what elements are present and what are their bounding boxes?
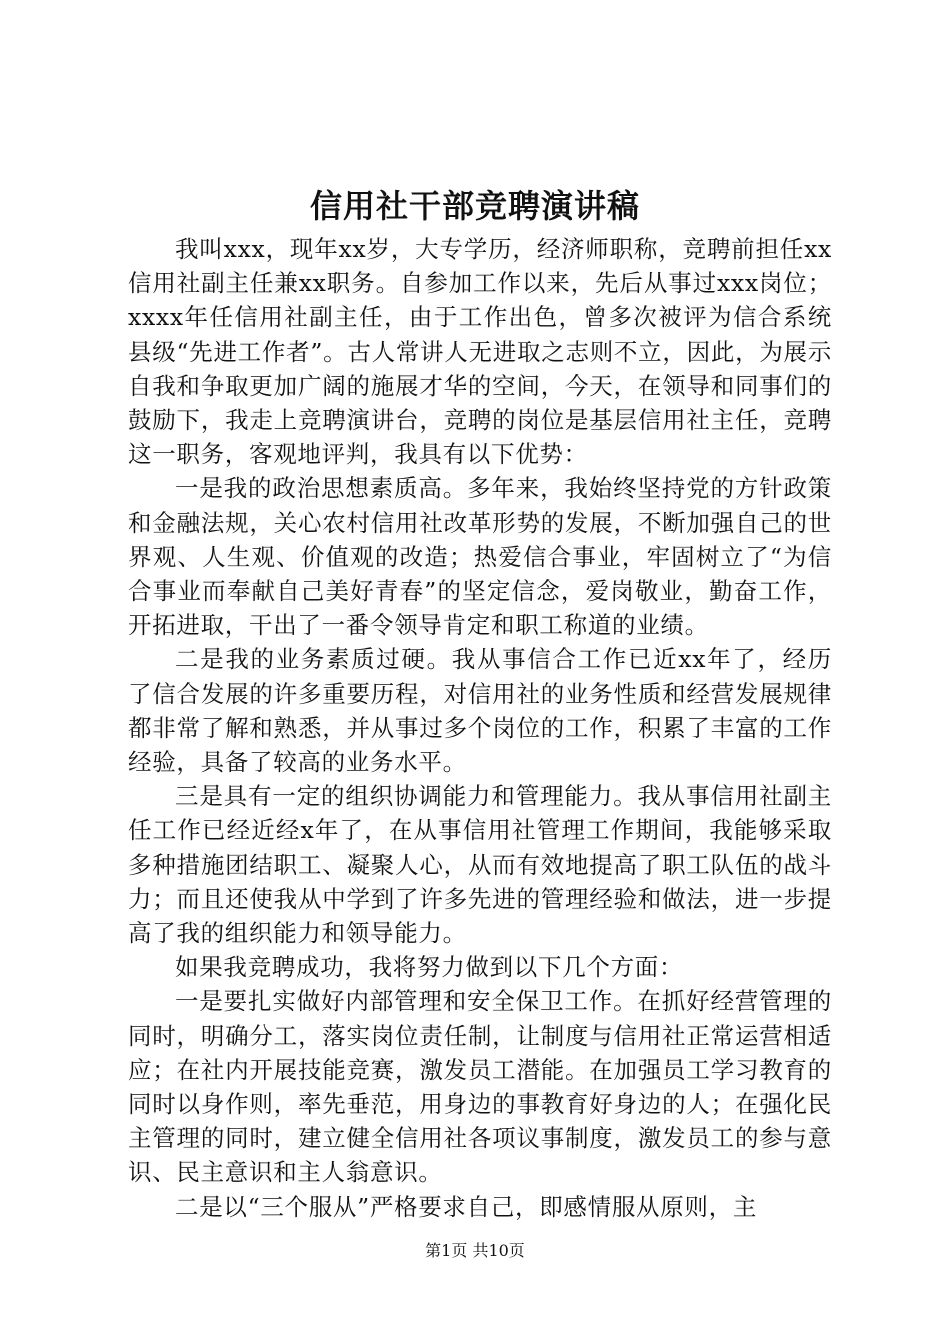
page-footer: 第1页 共10页	[425, 1241, 525, 1260]
document-body	[128, 232, 832, 1224]
paragraph-intro: 我叫xxx，现年xx岁，大专学历，经济师职称，竞聘前担任xx信用社副主任兼xx职务。自参加工作以来，先后从事过xxx岗位；xxxx年任信用社副主任，由于工作出色，曾多次被评为信合系统县级“先进工作者”。古人常讲人无进取之志则不立，因此，为展示自我和争取更加广阔的施展才华的空间，今天，在领导和同事们的鼓励下，我走上竞聘演讲台，竞聘的岗位是基层信用社主任，竞聘这一职务，客观地评判，我具有以下优势：	[128, 235, 832, 469]
paragraph-plan-intro: 如果我竞聘成功，我将努力做到以下几个方面：	[175, 953, 684, 982]
document-title: 信用社干部竞聘演讲稿	[309, 187, 640, 225]
paragraph-advantage-1: 一是我的政治思想素质高。多年来，我始终坚持党的方针政策和金融法规，关心农村信用社改革形势的发展，不断加强自己的世界观、人生观、价值观的改造；热爱信合事业，牢固树立了“为信合事业而奉献自己美好青春”的坚定信念，爱岗敬业，勤奋工作，开拓进取，干出了一番令领导肯定和职工称道的业绩。	[128, 474, 832, 640]
paragraph-advantage-2: 二是我的业务素质过硬。我从事信合工作已近xx年了，经历了信合发展的许多重要历程，对信用社的业务性质和经营发展规律都非常了解和熟悉，并从事过多个岗位的工作，积累了丰富的工作经验，具备了较高的业务水平。	[128, 645, 832, 777]
paragraph-plan-1: 一是要扎实做好内部管理和安全保卫工作。在抓好经营管理的同时，明确分工，落实岗位责任制，让制度与信用社正常运营相适应；在社内开展技能竞赛，激发员工潜能。在加强员工学习教育的同时以身作则，率先垂范，用身边的事教育好身边的人；在强化民主管理的同时，建立健全信用社各项议事制度，激发员工的参与意识、民主意识和主人翁意识。	[128, 987, 832, 1187]
paragraph-plan-2: 二是以“三个服从”严格要求自己，即感情服从原则，主	[175, 1192, 758, 1221]
paragraph-advantage-3: 三是具有一定的组织协调能力和管理能力。我从事信用社副主任工作已经近经x年了，在从事信用社管理工作期间，我能够采取多种措施团结职工、凝聚人心，从而有效地提高了职工队伍的战斗力；而且还使我从中学到了许多先进的管理经验和做法，进一步提高了我的组织能力和领导能力。	[128, 782, 832, 948]
